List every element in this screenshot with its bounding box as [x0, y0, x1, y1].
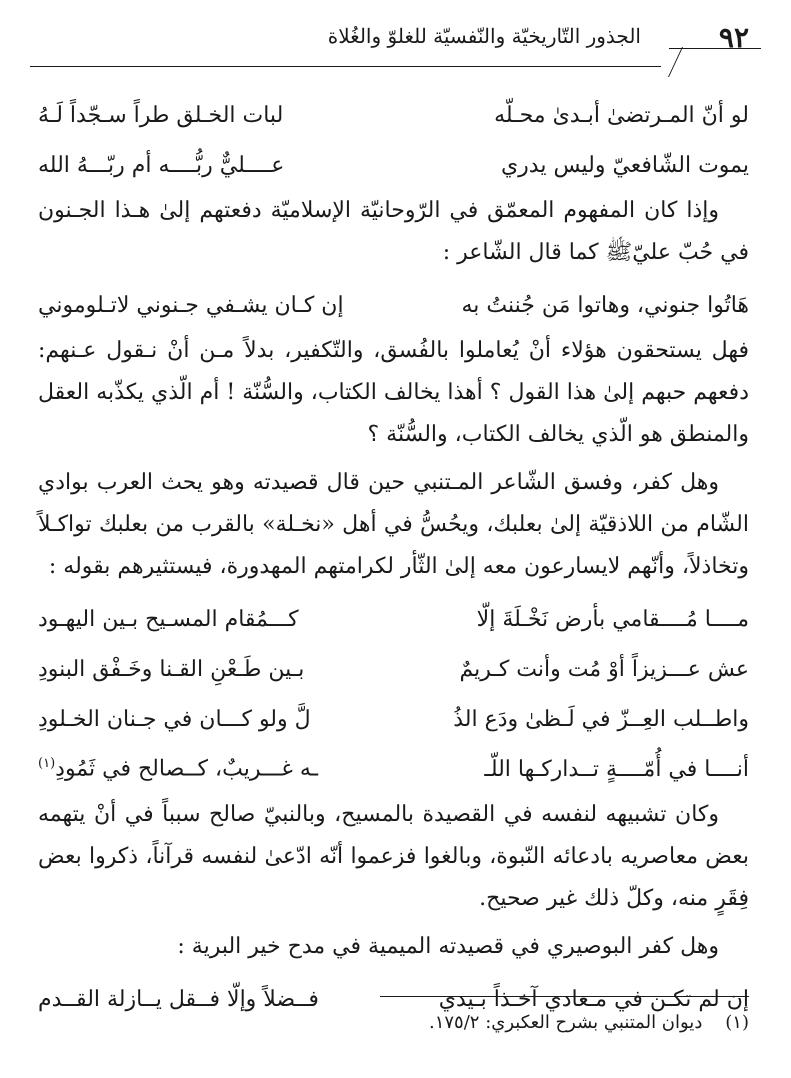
- verse-first-hemistich: إن لم تكـن في مـعادي آخـذاً بـيدي: [438, 986, 749, 1012]
- footnote-reference: (١): [38, 756, 56, 772]
- page-header: [30, 12, 761, 70]
- verse-second-hemistich: [38, 707, 311, 732]
- paragraph: وهل كفر، وفسق الشّاعر المـتنبي حين قال قصيدته وهو يحث العرب بوادي الشّام من اللاذقيّة إلىٰ بعلبك، ويحُسُّ في أهل «نخـلة» بالقرب من بعلبك تواكـلاً وتخاذلاً، وأنّهم لايسارعون معه إلىٰ الثّأر لكرامتهم المهدورة، فيستثيرهم بقوله :: [38, 470, 749, 579]
- verse-line: [38, 90, 749, 140]
- paragraph: فهل يستحقون هؤلاء أنْ يُعاملوا بالفُسق، والتّكفير، بدلاً مـن أنْ نـقول عـنهم: دفعهم حبهم إلىٰ هذا القول ؟ أهذا يخالف الكتاب، والسُّنّة ! أم الّذي يكذّبه العقل والمنطق هو الّذي يخالف الكتاب، والسُّنّة ؟: [38, 338, 749, 447]
- verse-first-hemistich: هَاتُوا جنوني، وهاتوا مَن جُننتُ به: [461, 292, 749, 318]
- verse-second-hemistich: [38, 987, 319, 1012]
- verse-second-hemistich: [38, 607, 299, 632]
- paragraph: وكان تشبيهه لنفسه في القصيدة بالمسيح، وبالنبيّ صالح سبباً في أنْ يتهمه بعض معاصريه بادعائه النّبوة، وبالغوا فزعموا أنّه ادّعىٰ لنفسه قرآناً، ذكروا بعض فِقَرٍ منه، وكلّ ذلك غير صحيح.: [38, 802, 749, 911]
- verse-line: [38, 594, 749, 644]
- page-body: [38, 90, 749, 1024]
- verse-second-hemistich: [38, 293, 344, 318]
- footnote-marker: (١): [725, 1012, 749, 1033]
- verse-second-hemistich-text: بـين طَـعْنِ القـنا وخَـفْق البنودِ: [38, 656, 305, 682]
- header-rule: [30, 66, 661, 67]
- verse-second-hemistich-text: لبات الخـلق طراً سـجّداً لَـهُ: [38, 102, 284, 128]
- verse-second-hemistich-text: عــــليٌّ ربُّــــه أم ربّـــهُ الله: [38, 152, 285, 178]
- verse-second-hemistich-text: كـــمُقام المسـيح بـين اليهـود: [38, 606, 299, 632]
- footnote-text: ديوان المتنبي بشرح العكبري: ١٧٥/٢.: [428, 1012, 703, 1033]
- verse-first-hemistich: يموت الشّافعيّ وليس يدري: [500, 152, 749, 178]
- verse-second-hemistich-text: إن كـان يشـفي جـنوني لاتـلوموني: [38, 292, 344, 318]
- verse-first-hemistich: أنــــا في أُمّــــةٍ تــداركـها اللّـ: [484, 756, 749, 782]
- verse-first-hemistich: عش عـــزيزاً أوْ مُت وأنت كـريمٌ: [459, 656, 749, 682]
- page-number-box: [669, 21, 761, 71]
- page-number: ٩٢: [718, 21, 749, 54]
- verse-line: [38, 280, 749, 330]
- verse-line: [38, 140, 749, 190]
- verse-second-hemistich-text: لَّ ولو كـــان في جـنان الخـلودِ: [38, 706, 311, 732]
- footnote-rule: [380, 996, 749, 997]
- verse-second-hemistich: [38, 756, 318, 781]
- verse-second-hemistich-text: فــضلاً وإلّا فــقل يــازلة القــدم: [38, 986, 319, 1012]
- verse-first-hemistich: واطــلب العِــزّ في لَـظىٰ ودَع الذُ: [453, 706, 749, 732]
- verse-line: [38, 644, 749, 694]
- verse-line: [38, 744, 749, 794]
- verse-first-hemistich: لو أنّ المـرتضىٰ أبـدىٰ محـلّه: [494, 102, 749, 128]
- header-slash: [668, 47, 683, 77]
- verse-second-hemistich: [38, 153, 284, 178]
- verse-second-hemistich-text: ـه غـــريبٌ، كــصالح في ثَمُودِ: [55, 756, 319, 782]
- running-title: الجذور التّاريخيّة والنّفسيّة للغلوّ والغُلاة: [327, 24, 641, 48]
- footnote: [429, 1012, 749, 1033]
- paragraph: وإذا كان المفهوم المعمّق في الرّوحانيّة الإسلاميّة دفعتهم إلىٰ هـذا الجـنون في حُبّ عليّ‌ﷺ كما قال الشّاعر :: [38, 198, 749, 265]
- verse-second-hemistich: [38, 657, 304, 682]
- paragraph: وهل كفر البوصيري في قصيدته الميمية في مدح خير البرية :: [177, 934, 719, 959]
- verse-first-hemistich: مــــا مُــــقامي بأرض نَخْـلَةَ إلّا: [476, 606, 749, 632]
- verse-second-hemistich: [38, 103, 283, 128]
- verse-line: [38, 694, 749, 744]
